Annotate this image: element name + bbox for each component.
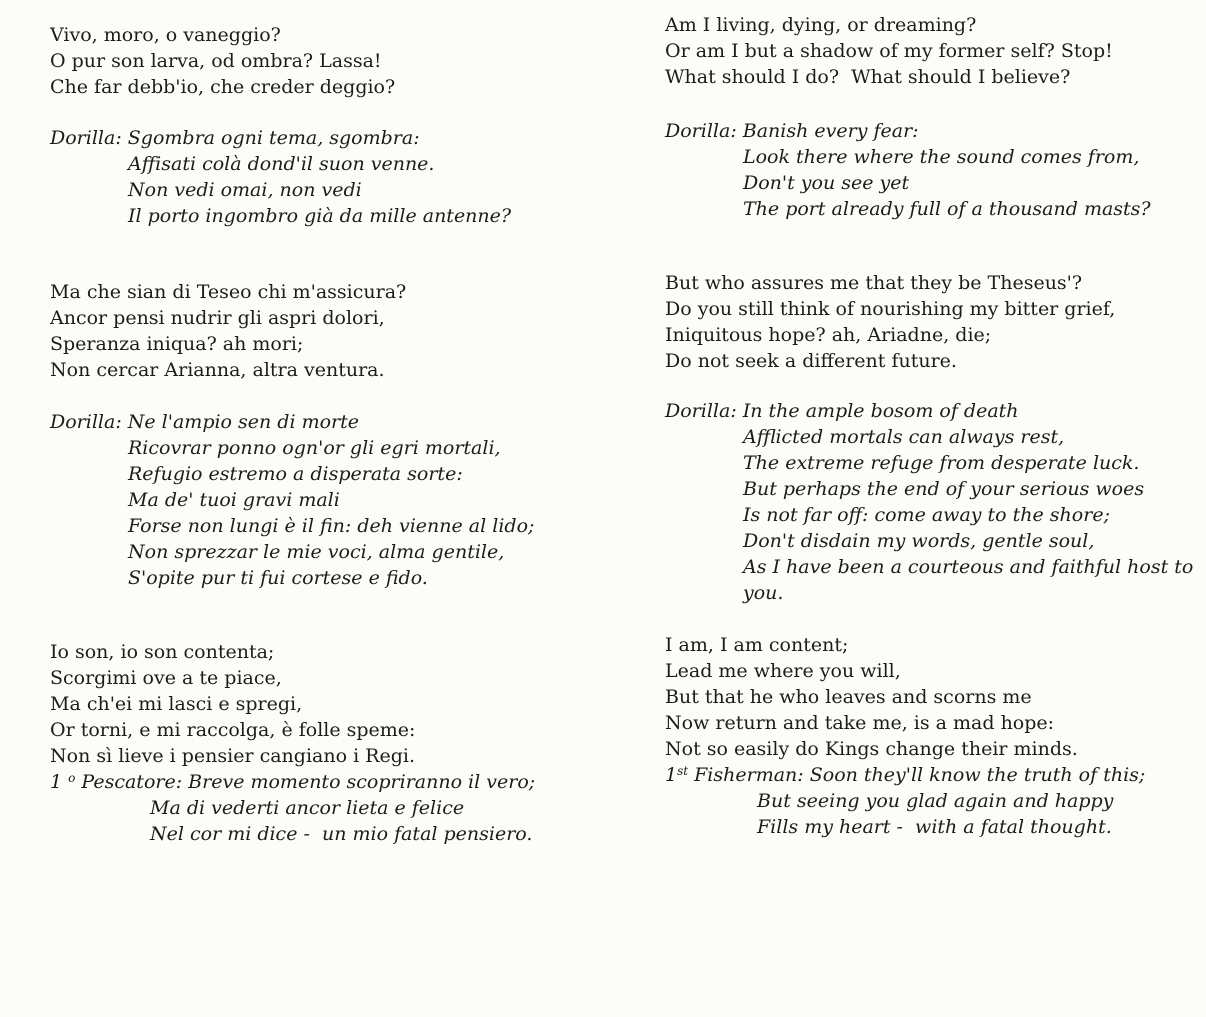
verse-line: I am, I am content;	[665, 634, 849, 656]
verse-text: Ne l'ampio sen di morte	[127, 411, 360, 433]
english-stanza-6	[665, 762, 1195, 840]
speaker-label: Dorilla:	[50, 411, 122, 433]
verse-line: Scorgimi ove a te piace,	[50, 667, 282, 689]
verse-line: Il porto ingombro già da mille antenne?	[128, 205, 512, 227]
verse-line: Do not seek a different future.	[665, 350, 957, 372]
verse-line: Non sprezzar le mie voci, alma gentile,	[128, 541, 505, 563]
verse-line	[50, 769, 610, 795]
verse-line: Don't you see yet	[743, 172, 910, 194]
speaker-label: 1st Fisherman:	[665, 764, 804, 786]
verse-text: Soon they'll know the truth of this;	[809, 764, 1146, 786]
verse-line: Speranza iniqua? ah mori;	[50, 333, 304, 355]
verse-line: Is not far off: come away to the shore;	[743, 504, 1110, 526]
verse-line: The extreme refuge from desperate luck.	[743, 452, 1140, 474]
verse-line: Forse non lungi è il fin: deh vienne al lido;	[128, 515, 535, 537]
verse-text: Banish every fear:	[742, 120, 919, 142]
verse-line: Don't disdain my words, gentle soul,	[743, 530, 1095, 552]
verse-line: The port already full of a thousand masts?	[743, 198, 1151, 220]
italian-stanza-1	[50, 22, 610, 100]
verse-line: Or am I but a shadow of my former self? Stop!	[665, 40, 1113, 62]
italian-stanza-5	[50, 639, 610, 769]
verse-line: Nel cor mi dice - un mio fatal pensiero.	[150, 823, 533, 845]
english-stanza-3	[665, 270, 1195, 374]
italian-stanza-6	[50, 769, 610, 847]
verse-line: What should I do? What should I believe?	[665, 66, 1071, 88]
speaker-label: 1 $^o$ Pescatore:	[50, 771, 183, 793]
ordinal-superscript: st	[677, 764, 689, 778]
verse-line: Che far debb'io, che creder deggio?	[50, 76, 396, 98]
speaker-label: Dorilla:	[665, 400, 737, 422]
verse-text: In the ample bosom of death	[742, 400, 1019, 422]
verse-line: Am I living, dying, or dreaming?	[665, 14, 977, 36]
verse-line: Ma che sian di Teseo chi m'assicura?	[50, 281, 407, 303]
verse-line: Lead me where you will,	[665, 660, 901, 682]
speaker-label: Dorilla:	[665, 120, 737, 142]
verse-line	[665, 762, 1195, 788]
italian-stanza-4	[50, 409, 610, 591]
verse-line: you.	[743, 582, 784, 604]
verse-line: Non sì lieve i pensier cangiano i Regi.	[50, 745, 416, 767]
verse-text: Breve momento scopriranno il vero;	[188, 771, 536, 793]
verse-line	[665, 398, 1195, 424]
verse-line: Look there where the sound comes from,	[743, 146, 1140, 168]
verse-line	[665, 118, 1195, 144]
verse-line: Afflicted mortals can always rest,	[743, 426, 1065, 448]
verse-line: Ancor pensi nudrir gli aspri dolori,	[50, 307, 385, 329]
verse-line: Vivo, moro, o vaneggio?	[50, 24, 281, 46]
verse-line: Refugio estremo a disperata sorte:	[128, 463, 463, 485]
verse-line: Affisati colà dond'il suon venne.	[128, 153, 435, 175]
verse-line: Do you still think of nourishing my bitter grief,	[665, 298, 1116, 320]
ordinal-superscript: o	[68, 771, 76, 785]
english-stanza-2	[665, 118, 1195, 222]
verse-line: But who assures me that they be Theseus'?	[665, 272, 1083, 294]
english-stanza-5	[665, 632, 1195, 762]
verse-line: Now return and take me, is a mad hope:	[665, 712, 1055, 734]
verse-line: S'opite pur ti fui cortese e fido.	[128, 567, 428, 589]
verse-line: Io son, io son contenta;	[50, 641, 275, 663]
verse-line	[50, 125, 610, 151]
english-stanza-1	[665, 12, 1195, 90]
verse-text: Sgombra ogni tema, sgombra:	[127, 127, 420, 149]
verse-line: Not so easily do Kings change their minds.	[665, 738, 1078, 760]
column-italian	[50, 22, 610, 847]
verse-line: As I have been a courteous and faithful host to	[743, 556, 1194, 578]
italian-stanza-2	[50, 125, 610, 229]
speaker-label: Dorilla:	[50, 127, 122, 149]
verse-line: Non vedi omai, non vedi	[128, 179, 362, 201]
verse-line	[50, 409, 610, 435]
verse-line: But seeing you glad again and happy	[757, 790, 1114, 812]
verse-line: Fills my heart - with a fatal thought.	[757, 816, 1112, 838]
verse-line: Ma di vederti ancor lieta e felice	[150, 797, 465, 819]
verse-line: But that he who leaves and scorns me	[665, 686, 1032, 708]
verse-line: O pur son larva, od ombra? Lassa!	[50, 50, 382, 72]
verse-line: Iniquitous hope? ah, Ariadne, die;	[665, 324, 992, 346]
verse-line: Ma ch'ei mi lasci e spregi,	[50, 693, 303, 715]
verse-line: But perhaps the end of your serious woes	[743, 478, 1145, 500]
italian-stanza-3	[50, 279, 610, 383]
verse-line: Ricovrar ponno ogn'or gli egri mortali,	[128, 437, 501, 459]
english-stanza-4	[665, 398, 1195, 606]
verse-line: Ma de' tuoi gravi mali	[128, 489, 340, 511]
column-english	[665, 12, 1195, 840]
verse-line: Or torni, e mi raccolga, è folle speme:	[50, 719, 416, 741]
verse-line: Non cercar Arianna, altra ventura.	[50, 359, 385, 381]
